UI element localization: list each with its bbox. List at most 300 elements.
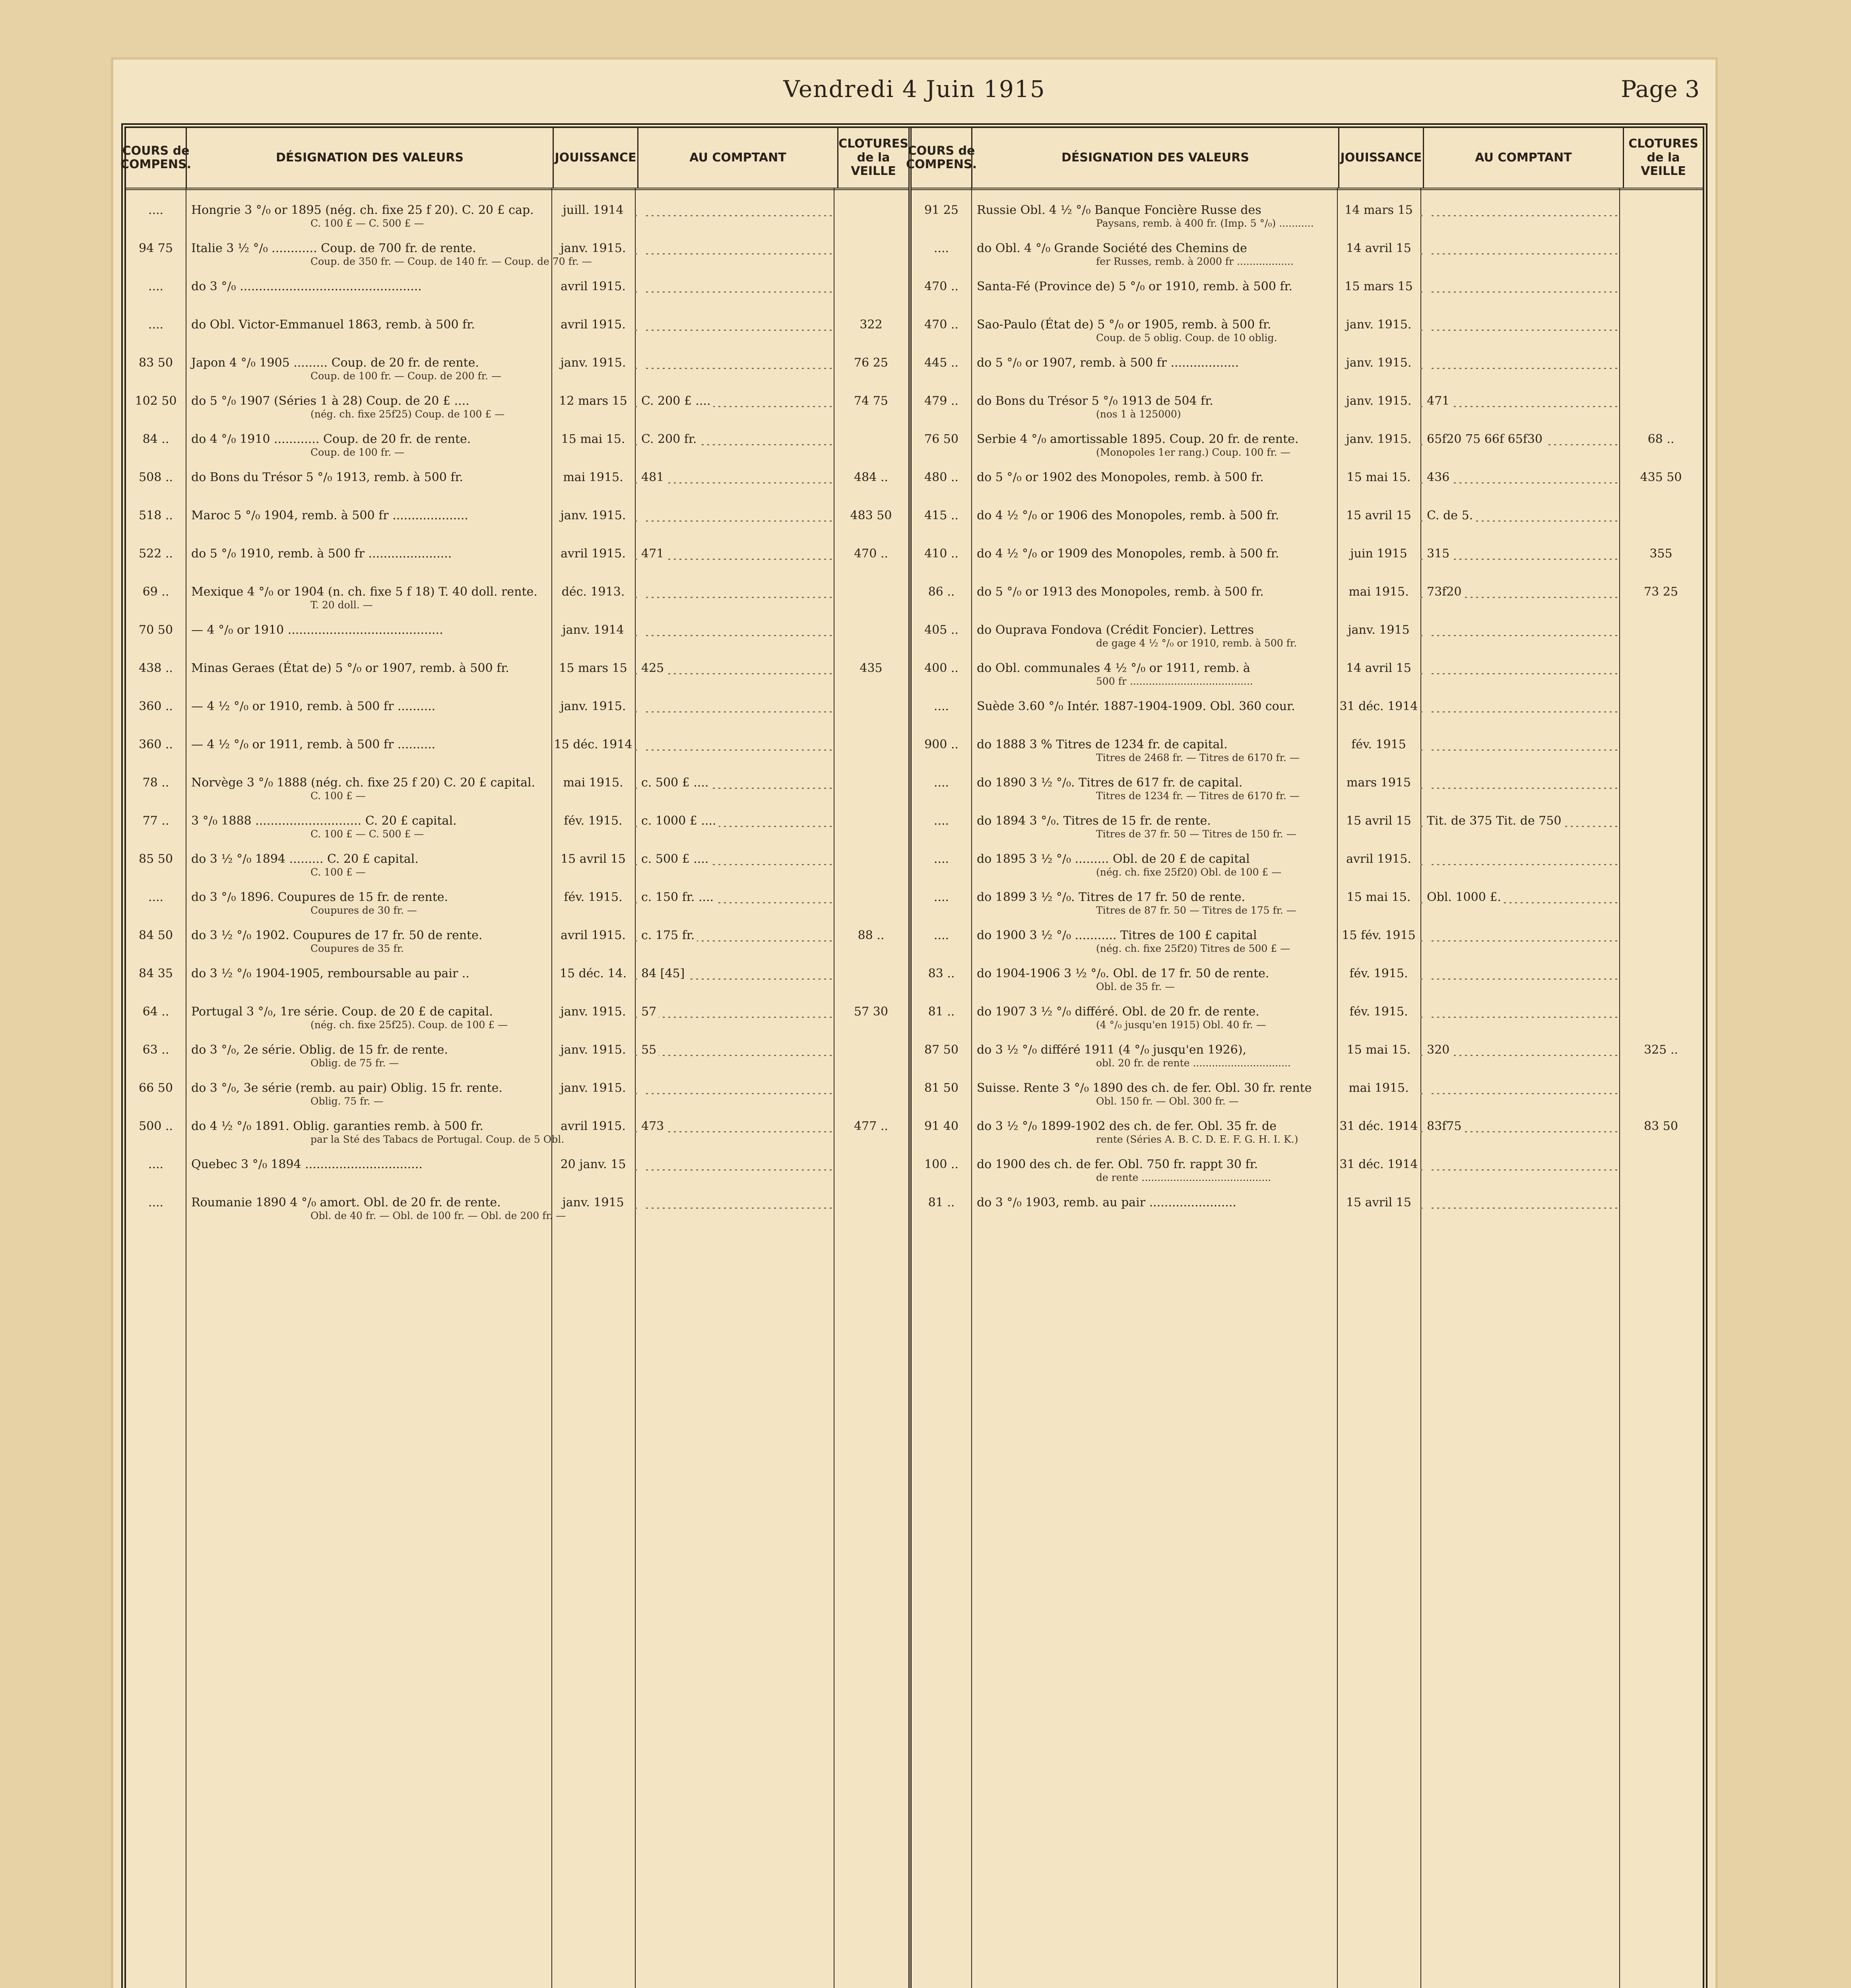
comptant-value: Tit. de 375 Tit. de 750 [1424,814,1564,828]
table-row [912,278,1703,316]
comptant-value: C. 200 fr. [639,432,699,446]
row-comptant [1420,1003,1619,1021]
comptant-value [639,585,644,599]
security-name: do Bons du Trésor 5 °/₀ 1913 de 504 fr. [977,394,1213,408]
row-comptant [1420,1079,1619,1097]
row-designation [186,1079,551,1109]
row-veille: 435 [860,661,883,675]
row-jouissance: janv. 1915. [560,1043,626,1057]
security-subline: C. 100 £ — C. 500 £ — [310,828,424,840]
column-headers-right [906,128,1703,190]
row-cours: .... [933,890,949,904]
row-comptant [1420,202,1619,219]
col-comptant: AU COMPTANT [638,128,838,188]
row-cours: 470 .. [924,318,958,332]
row-designation [971,1079,1337,1109]
table-row [126,889,908,927]
row-jouissance: 31 déc. 1914 [1339,1157,1418,1171]
security-subline: Coup. de 100 fr. — [310,447,404,458]
table-row [912,354,1703,392]
row-cours: 94 75 [139,241,173,255]
row-designation [971,889,1337,918]
col-cours: COURS de COMPENS. [126,128,187,188]
row-jouissance: 15 avril 15 [561,852,626,866]
security-name: do Obl. 4 °/₀ Grande Société des Chemins de [977,241,1247,255]
table-row [126,278,908,316]
row-cours: .... [148,280,164,293]
row-veille [1619,202,1703,203]
security-name: do 3 °/₀, 2e série. Oblig. de 15 fr. de rente. [191,1043,448,1057]
row-comptant [635,1156,834,1173]
col-jouissance: JOUISSANCE [554,128,638,188]
table-row [912,392,1703,431]
row-designation [971,583,1337,601]
comptant-value: 436 [1424,470,1452,484]
table-row [912,431,1703,469]
table-row [912,736,1703,774]
row-comptant [1420,736,1619,753]
comptant-value: c. 150 fr. .... [639,890,716,904]
row-jouissance: fév. 1915. [564,890,623,904]
col-veille-right: CLOTURES de la VEILLE [1628,137,1698,179]
row-designation [971,1156,1337,1185]
row-jouissance: 20 janv. 15 [560,1157,626,1171]
security-subline: Oblig. 75 fr. — [310,1095,384,1107]
table-row [126,621,908,660]
row-veille [834,1156,908,1157]
security-name: Portugal 3 °/₀, 1re série. Coup. de 20 £ de capital. [191,1005,493,1019]
row-veille [834,583,908,585]
security-name: do 5 °/₀ or 1913 des Monopoles, remb. à 500 fr. [977,585,1264,599]
table-row [912,889,1703,927]
table-row [126,812,908,850]
row-veille [1619,1079,1703,1081]
row-comptant [1420,621,1619,639]
table-row [126,545,908,583]
row-comptant [635,774,834,792]
table-row [126,1079,908,1118]
col-designation-right: DÉSIGNATION DES VALEURS [972,128,1339,188]
security-subline: (4 °/₀ jusqu'en 1915) Obl. 40 fr. — [1096,1019,1266,1031]
row-veille [834,621,908,623]
comptant-value: c. 1000 £ .... [639,814,719,828]
row-designation [971,660,1337,689]
row-veille [1619,850,1703,852]
row-comptant [635,1118,834,1135]
security-name: do 3 °/₀, 3e série (remb. au pair) Oblig. 15 fr. rente. [191,1081,503,1095]
row-cours: 410 .. [924,547,958,561]
comptant-value [639,318,644,332]
row-cours: .... [933,852,949,866]
row-comptant [1420,469,1619,486]
row-veille [1619,316,1703,318]
row-comptant [635,583,834,601]
row-cours: 86 .. [928,585,955,599]
row-comptant [1420,1156,1619,1173]
security-name: do 1899 3 ½ °/₀. Titres de 17 fr. 50 de rente. [977,890,1246,904]
row-veille [1619,1194,1703,1196]
row-comptant [1420,278,1619,295]
table-row [912,850,1703,889]
security-name: do Bons du Trésor 5 °/₀ 1913, remb. à 500 fr. [191,470,464,484]
row-designation [971,1194,1337,1211]
table-row [126,1156,908,1194]
security-name: do Obl. communales 4 ½ °/₀ or 1911, remb. à [977,661,1250,675]
security-subline: par la Sté des Tabacs de Portugal. Coup. de 5 Obl. [310,1134,565,1145]
table-row [912,583,1703,621]
row-jouissance: mars 1915 [1347,776,1411,790]
row-cours: 78 .. [142,776,169,790]
row-comptant [635,392,834,410]
row-veille [834,850,908,852]
security-name: Suisse. Rente 3 °/₀ 1890 des ch. de fer. Obl. 30 fr. rente [977,1081,1312,1095]
row-jouissance: avril 1915. [561,280,626,293]
row-designation [971,431,1337,460]
security-subline: Coupures de 35 fr. [310,943,404,954]
row-jouissance: janv. 1915. [1346,394,1412,408]
row-veille [1619,698,1703,699]
security-subline: Obl. de 40 fr. — Obl. de 100 fr. — Obl. de 200 fr. — [310,1210,566,1221]
security-name: Japon 4 °/₀ 1905 ......... Coup. de 20 fr. de rente. [191,356,479,370]
row-comptant [1420,927,1619,944]
row-veille: 73 25 [1644,585,1678,599]
comptant-value [1424,1196,1429,1209]
table-row [912,621,1703,660]
security-subline: Obl. 150 fr. — Obl. 300 fr. — [1096,1095,1239,1107]
row-designation [971,1041,1337,1071]
row-designation [971,392,1337,422]
comptant-value [1424,280,1429,293]
row-comptant [1420,392,1619,410]
row-veille [1619,392,1703,394]
comptant-value [1424,356,1429,370]
row-jouissance: 15 avril 15 [1346,509,1411,522]
security-subline: (nos 1 à 125000) [1096,408,1181,420]
security-name: Serbie 4 °/₀ amortissable 1895. Coup. 20 fr. de rente. [977,432,1299,446]
row-comptant [1420,1194,1619,1211]
row-veille: 484 .. [854,470,888,484]
row-comptant [1420,545,1619,563]
row-cours: .... [933,928,949,942]
security-name: do 1900 3 ½ °/₀ ........... Titres de 100 £ capital [977,928,1257,942]
row-designation [971,202,1337,231]
security-subline: Oblig. de 75 fr. — [310,1057,399,1069]
row-veille [834,1194,908,1196]
security-subline: rente (Séries A. B. C. D. E. F. G. H. I. K.) [1096,1134,1298,1145]
comptant-value: 481 [639,470,666,484]
row-designation [186,1041,551,1071]
row-veille [1619,354,1703,356]
table-row [912,240,1703,278]
comptant-value [639,1081,644,1095]
row-comptant [635,850,834,868]
security-subline: (nég. ch. fixe 25f25). Coup. de 100 £ — [310,1019,508,1031]
security-subline: de gage 4 ½ °/₀ or 1910, remb. à 500 fr. [1096,637,1297,649]
left-table [120,128,912,1988]
row-comptant [1420,889,1619,906]
security-name: Italie 3 ½ °/₀ ............ Coup. de 700 fr. de rente. [191,241,476,255]
table-row [126,469,908,507]
comptant-value: 83f75 [1424,1119,1464,1133]
row-cours: 480 .. [924,470,958,484]
row-designation [186,507,551,524]
row-comptant [635,1194,834,1211]
security-name: do 1890 3 ½ °/₀. Titres de 617 fr. de capital. [977,776,1243,790]
row-comptant [1420,240,1619,257]
table-row [126,1118,908,1156]
security-subline: C. 100 £ — [310,790,366,802]
comptant-value [1424,967,1429,980]
row-designation [971,812,1337,842]
page-number: Page 3 [1621,76,1700,103]
security-name: do 4 °/₀ 1910 ............ Coup. de 20 fr. de rente. [191,432,471,446]
security-subline: Paysans, remb. à 400 fr. (Imp. 5 °/₀) ........... [1096,217,1314,229]
row-comptant [635,469,834,486]
security-name: do 1907 3 ½ °/₀ différé. Obl. de 20 fr. de rente. [977,1005,1259,1019]
security-subline: Obl. de 35 fr. — [1096,981,1175,992]
security-subline: Titres de 37 fr. 50 — Titres de 150 fr. — [1096,828,1296,840]
row-cours: 500 .. [139,1119,173,1133]
comptant-value [1424,623,1429,637]
row-designation [186,1003,551,1033]
row-veille: 477 .. [854,1119,888,1133]
comptant-value [1424,699,1429,713]
table-row [126,660,908,698]
table-row [126,1003,908,1041]
row-jouissance: 15 mars 15 [1345,280,1413,293]
row-veille: 57 30 [854,1005,888,1019]
row-jouissance: 14 avril 15 [1346,241,1411,255]
comptant-value [1424,661,1429,675]
row-designation [971,850,1337,880]
row-comptant [1420,698,1619,715]
security-name: do 5 °/₀ 1907 (Séries 1 à 28) Coup. de 20 £ .... [191,394,470,408]
comptant-value [639,241,644,255]
security-name: do 1894 3 °/₀. Titres de 15 fr. de rente. [977,814,1211,828]
comptant-value: c. 500 £ .... [639,852,711,866]
comptant-value [1424,1081,1429,1095]
row-veille [1619,812,1703,814]
row-designation [971,507,1337,524]
security-name: Hongrie 3 °/₀ or 1895 (nég. ch. fixe 25 f 20). C. 20 £ cap. [191,203,534,217]
row-designation [186,1118,565,1147]
row-designation [971,469,1337,486]
row-cours: 76 50 [924,432,958,446]
comptant-value [1424,1005,1429,1019]
table-row [126,927,908,965]
row-jouissance: 15 mai 15. [1347,890,1411,904]
col-comptant-right: AU COMPTANT [1424,128,1624,188]
row-jouissance: 31 déc. 1914 [1339,1119,1418,1133]
table-row [126,583,908,621]
row-cours: .... [148,1157,164,1171]
comptant-value: 471 [1424,394,1452,408]
row-cours: 360 .. [139,738,173,751]
row-veille [1619,1003,1703,1005]
row-designation [186,583,551,613]
comptant-value [639,1157,644,1171]
row-veille: 470 .. [854,547,888,561]
row-jouissance: janv. 1915. [560,699,626,713]
row-comptant [635,660,834,677]
col-veille: CLOTURES de la VEILLE [838,137,908,179]
row-cours: 85 50 [139,852,173,866]
row-veille [1619,507,1703,509]
row-jouissance: fév. 1915. [1349,967,1408,980]
row-veille [834,812,908,814]
comptant-value: C. de 5. [1424,509,1475,522]
security-subline: C. 100 £ — [310,866,366,878]
row-designation [971,621,1337,651]
row-veille [1619,660,1703,661]
row-veille [834,202,908,203]
security-name: do 3 ½ °/₀ 1894 ......... C. 20 £ capital. [191,852,419,866]
row-designation [186,621,551,639]
table-row [912,660,1703,698]
row-comptant [635,1079,834,1097]
security-subline: fer Russes, remb. à 2000 fr .................. [1096,256,1294,267]
table-row [912,1079,1703,1118]
table-row [912,1041,1703,1079]
security-name: — 4 ½ °/₀ or 1911, remb. à 500 fr .......... [191,738,436,751]
row-jouissance: 15 mai 15. [561,432,625,446]
security-subline: 500 fr ....................................... [1096,676,1253,687]
row-designation [186,850,551,880]
row-cours: 479 .. [924,394,958,408]
row-jouissance: janv. 1915. [560,356,626,370]
comptant-value: C. 200 £ .... [639,394,713,408]
row-jouissance: 31 déc. 1914 [1339,699,1418,713]
table-row [912,1156,1703,1194]
security-name: do 5 °/₀ or 1902 des Monopoles, remb. à 500 fr. [977,470,1264,484]
row-jouissance: juill. 1914 [563,203,624,217]
table-row [126,354,908,392]
row-designation [186,316,551,334]
row-jouissance: mai 1915. [1348,585,1409,599]
row-cours: 87 50 [924,1043,958,1057]
row-veille [834,698,908,699]
row-veille: 76 25 [854,356,888,370]
row-designation [186,240,592,269]
security-subline: C. 100 £ — C. 500 £ — [310,217,424,229]
security-name: do 3 °/₀ 1903, remb. au pair ....................... [977,1196,1236,1209]
row-veille [1619,1156,1703,1157]
row-comptant [1420,431,1619,448]
security-name: Mexique 4 °/₀ or 1904 (n. ch. fixe 5 f 18) T. 40 doll. rente. [191,585,537,599]
comptant-value [639,738,644,751]
row-jouissance: avril 1915. [1346,852,1411,866]
row-designation [971,1118,1337,1147]
row-cours: 400 .. [924,661,958,675]
row-veille [834,240,908,241]
comptant-value [639,1196,644,1209]
comptant-value: 315 [1424,547,1452,561]
row-cours: 84 50 [139,928,173,942]
security-subline: (nég. ch. fixe 25f20) Titres de 500 £ — [1096,943,1290,954]
security-subline: Coup. de 350 fr. — Coup. de 140 fr. — Coup. de 70 fr. — [310,256,592,267]
comptant-value [639,623,644,637]
security-name: do 3 ½ °/₀ 1899-1902 des ch. de fer. Obl. 35 fr. de [977,1119,1277,1133]
left-rows [126,202,908,1232]
table-row [912,507,1703,545]
row-comptant [635,278,834,295]
row-jouissance: janv. 1915 [1348,623,1410,637]
table-row [912,965,1703,1003]
security-name: do 5 °/₀ or 1907, remb. à 500 fr .................. [977,356,1239,370]
table-row [126,431,908,469]
security-name: Minas Geraes (État de) 5 °/₀ or 1907, remb. à 500 fr. [191,661,509,675]
security-subline: T. 20 doll. — [310,599,373,611]
row-jouissance: 14 mars 15 [1345,203,1413,217]
row-comptant [635,354,834,372]
row-cours: 470 .. [924,280,958,293]
row-jouissance: mai 1915. [563,776,623,790]
comptant-value [639,699,644,713]
security-subline: Titres de 1234 fr. — Titres de 6170 fr. — [1096,790,1300,802]
row-veille [1619,927,1703,928]
row-jouissance: fév. 1915. [564,814,623,828]
row-cours: 70 50 [139,623,173,637]
row-designation [186,736,551,753]
table-row [912,774,1703,812]
row-veille [834,1079,908,1081]
col-jouissance-right: JOUISSANCE [1339,128,1424,188]
row-jouissance: 15 fév. 1915 [1342,928,1416,942]
row-veille [1619,965,1703,967]
row-designation [186,889,551,918]
row-cours: 415 .. [924,509,958,522]
row-veille [834,965,908,967]
row-cours: 83 .. [928,967,955,980]
row-veille [834,889,908,890]
comptant-value [639,280,644,293]
security-name: Quebec 3 °/₀ 1894 ............................... [191,1157,423,1171]
comptant-value [1424,241,1429,255]
row-jouissance: avril 1915. [561,928,626,942]
row-comptant [635,545,834,563]
comptant-value [1424,776,1429,790]
row-veille: 483 50 [850,509,892,522]
row-cours: .... [148,203,164,217]
row-comptant [635,316,834,334]
right-table [906,128,1703,1988]
row-comptant [1420,354,1619,372]
comptant-value: 84 [45] [639,967,687,980]
comptant-value [1424,852,1429,866]
row-jouissance: 15 mai 15. [1347,1043,1411,1057]
row-cours: 900 .. [924,738,958,751]
row-comptant [1420,774,1619,792]
security-name: Norvège 3 °/₀ 1888 (nég. ch. fixe 25 f 20) C. 20 £ capital. [191,776,536,790]
row-cours: 63 .. [142,1043,169,1057]
table-row [912,927,1703,965]
row-comptant [1420,1118,1619,1135]
row-comptant [1420,1041,1619,1059]
table-row [126,1194,908,1232]
row-jouissance: mai 1915. [563,470,623,484]
quotation-table [121,123,1707,1988]
security-name: Roumanie 1890 4 °/₀ amort. Obl. de 20 fr. de rente. [191,1196,501,1209]
row-cours: 508 .. [139,470,173,484]
row-comptant [635,736,834,753]
row-designation [186,698,551,715]
security-name: do 4 ½ °/₀ or 1909 des Monopoles, remb. à 500 fr. [977,547,1279,561]
comptant-value [1424,318,1429,332]
table-row [126,1041,908,1079]
page-header [113,76,1715,123]
security-name: do 4 ½ °/₀ 1891. Oblig. garanties remb. à 500 fr. [191,1119,484,1133]
row-cours: 445 .. [924,356,958,370]
